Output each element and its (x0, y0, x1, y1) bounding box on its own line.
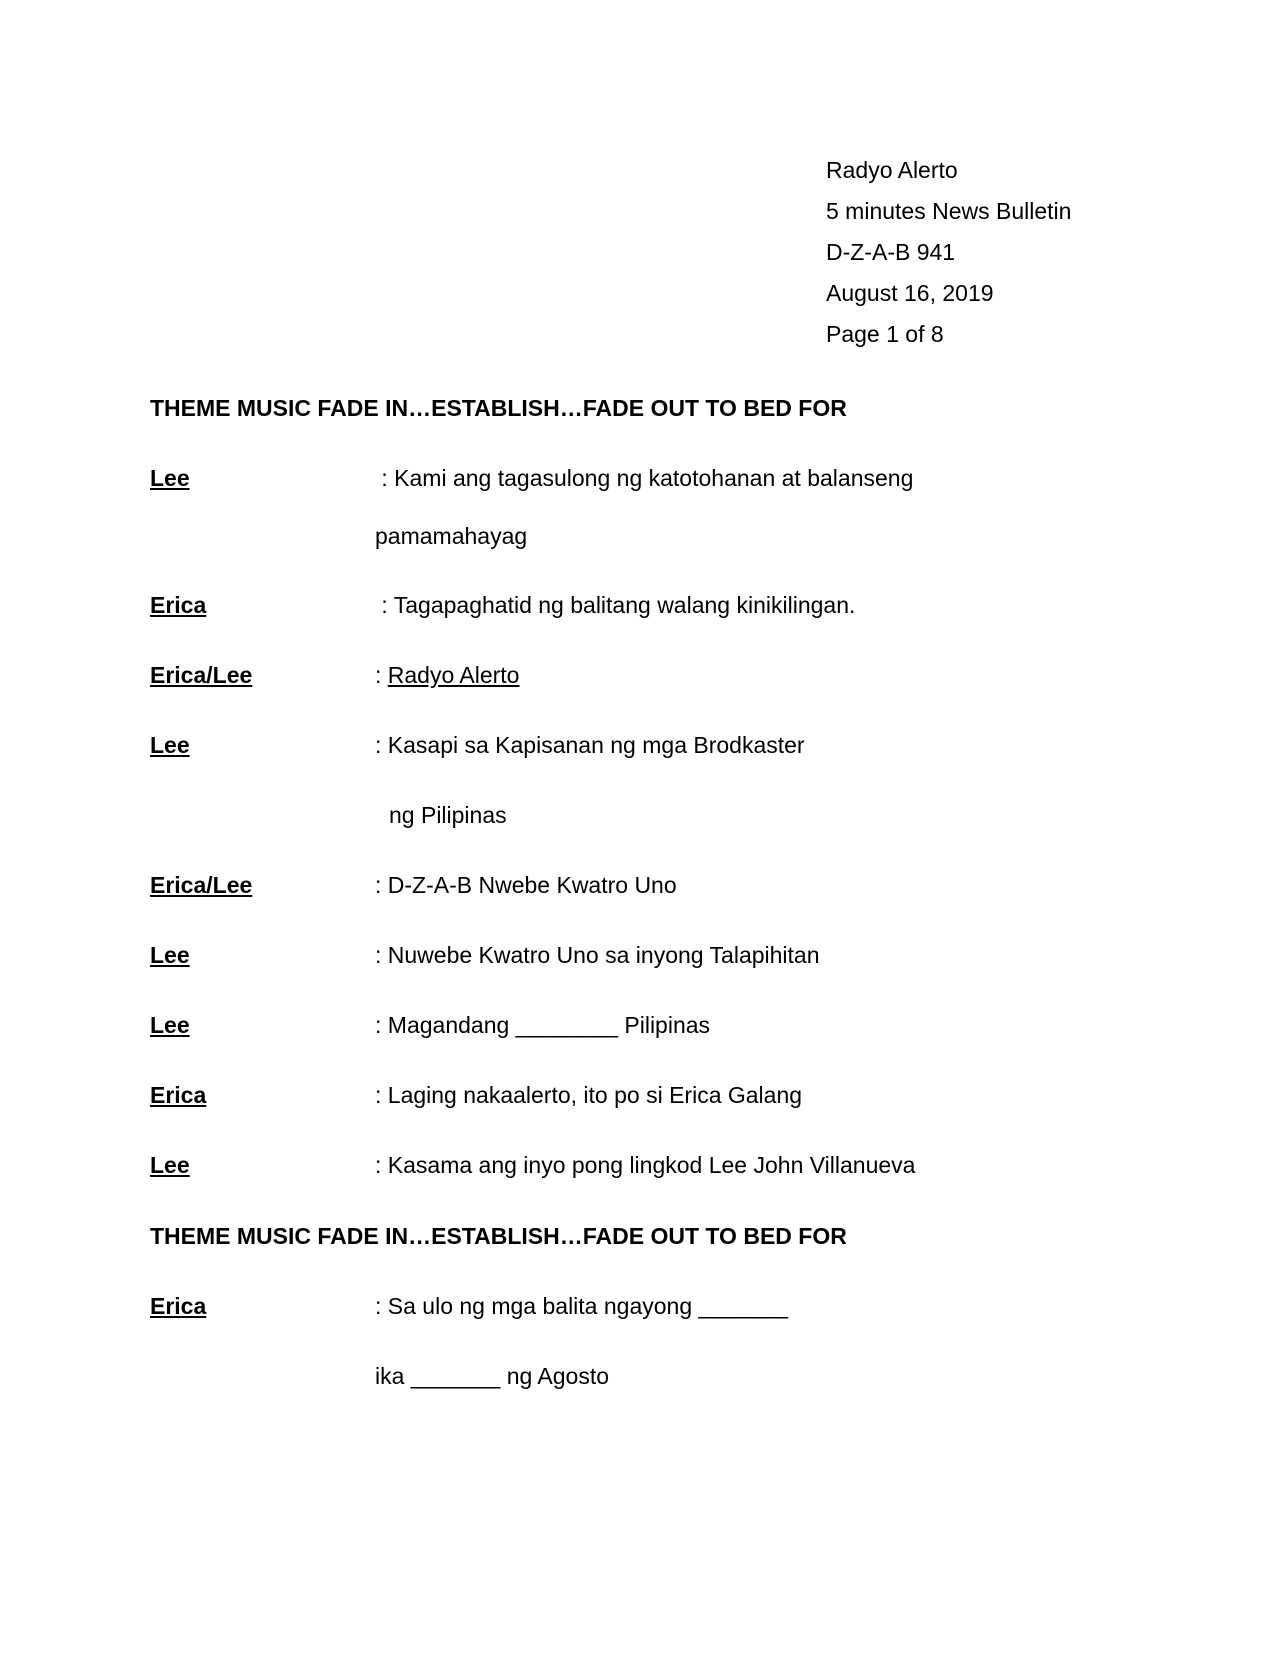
speaker-name: Lee (150, 732, 190, 758)
script-line (0, 941, 1280, 969)
line-text: : Magandang ________ Pilipinas (375, 1012, 711, 1038)
line-text: : Kasapi sa Kapisanan ng mga Brodkaster (375, 732, 805, 758)
script-line (0, 731, 1280, 759)
speaker-name: Lee (150, 942, 190, 968)
speaker-name: Erica/Lee (150, 662, 253, 688)
script-line-continuation (0, 801, 1280, 829)
line-continuation: ika _______ ng Agosto (375, 1363, 610, 1389)
broadcast-date: August 16, 2019 (826, 280, 994, 306)
script-line (0, 661, 1280, 689)
music-cue: THEME MUSIC FADE IN…ESTABLISH…FADE OUT TO BED FOR (150, 395, 847, 421)
speaker-name: Erica (150, 1293, 207, 1319)
page-number: Page 1 of 8 (826, 321, 944, 347)
script-line (0, 871, 1280, 899)
script-line-continuation (0, 1362, 1280, 1390)
speaker-name: Erica/Lee (150, 872, 253, 898)
line-text: : Tagapaghatid ng balitang walang kinikilingan. (375, 592, 856, 618)
speaker-name: Lee (150, 1152, 190, 1178)
music-cue: THEME MUSIC FADE IN…ESTABLISH…FADE OUT TO BED FOR (150, 1223, 847, 1249)
script-line (0, 1081, 1280, 1109)
speaker-name: Lee (150, 465, 190, 491)
line-text: Radyo Alerto (387, 662, 520, 688)
speaker-name: Erica (150, 592, 207, 618)
line-continuation: pamamahayag (375, 523, 528, 549)
speaker-name: Erica (150, 1082, 207, 1108)
line-text: : Nuwebe Kwatro Uno sa inyong Talapihitan (375, 942, 820, 968)
script-line (0, 1292, 1280, 1320)
script-line (0, 1151, 1280, 1179)
script-header (826, 150, 1246, 355)
line-text-wrapper (375, 661, 519, 689)
script-line-continuation (0, 522, 1280, 550)
line-text: : Kami ang tagasulong ng katotohanan at balanseng (375, 465, 914, 491)
station-name: Radyo Alerto (826, 157, 958, 183)
script-line (0, 591, 1280, 619)
line-text: : Laging nakaalerto, ito po si Erica Galang (375, 1082, 803, 1108)
script-line (0, 464, 1280, 492)
script-line (0, 1011, 1280, 1039)
line-prefix: : (375, 662, 388, 688)
line-text: : Kasama ang inyo pong lingkod Lee John Villanueva (375, 1152, 916, 1178)
line-text: : Sa ulo ng mga balita ngayong _______ (375, 1293, 789, 1319)
line-text: : D-Z-A-B Nwebe Kwatro Uno (375, 872, 677, 898)
call-sign: D-Z-A-B 941 (826, 239, 956, 265)
speaker-name: Lee (150, 1012, 190, 1038)
program-name: 5 minutes News Bulletin (826, 198, 1072, 224)
line-continuation: ng Pilipinas (389, 802, 507, 828)
